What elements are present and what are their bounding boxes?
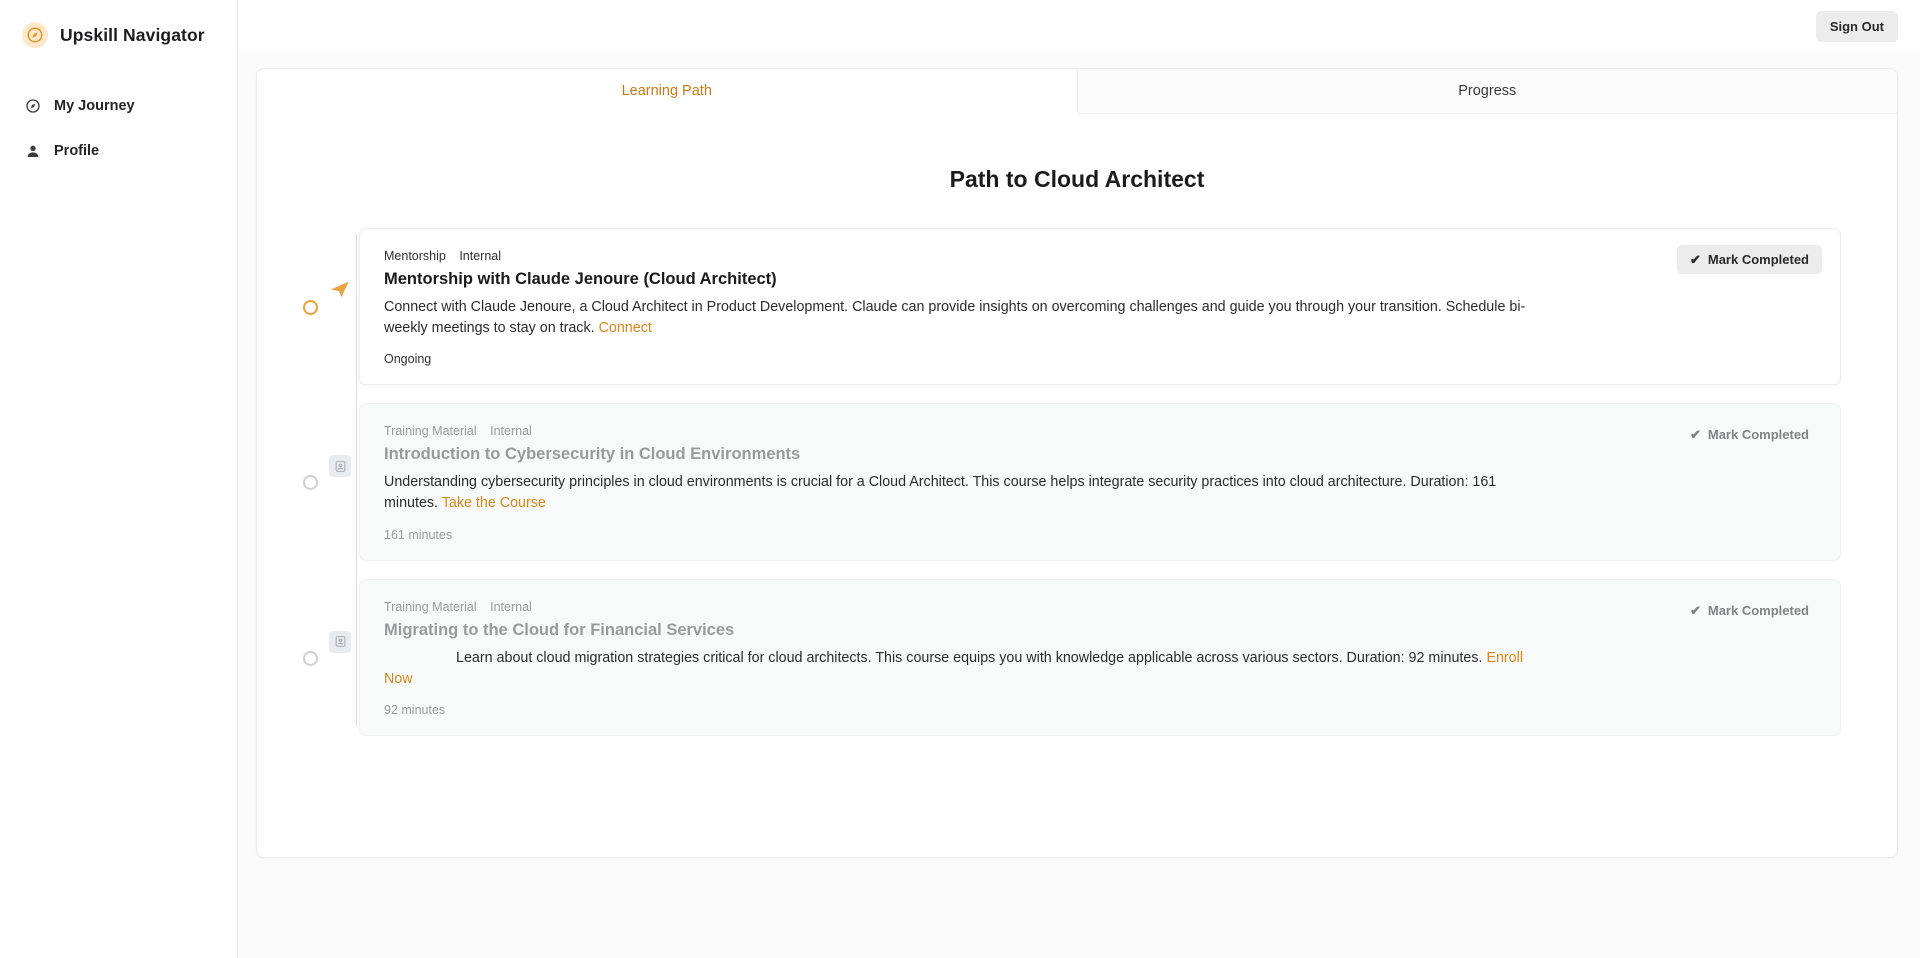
document-icon bbox=[327, 453, 353, 479]
item-source: Internal bbox=[490, 424, 532, 439]
item-meta bbox=[384, 600, 1816, 614]
item-meta bbox=[384, 249, 1816, 263]
item-footnote: 161 minutes bbox=[384, 527, 453, 542]
learning-panel bbox=[256, 68, 1898, 858]
sidebar-item-label: My Journey bbox=[54, 97, 135, 114]
item-action-link[interactable]: Take the Course bbox=[441, 495, 546, 512]
tab-bar bbox=[257, 69, 1897, 114]
mark-completed-label: Mark Completed bbox=[1707, 252, 1809, 267]
mark-completed-button[interactable] bbox=[1677, 420, 1822, 449]
item-title: Mentorship with Claude Jenoure (Cloud Architect) bbox=[384, 270, 777, 288]
item-source: Internal bbox=[459, 249, 502, 263]
learning-item-card bbox=[359, 228, 1841, 385]
user-icon bbox=[24, 142, 41, 159]
check-icon: ✔ bbox=[1689, 602, 1701, 618]
mark-completed-label: Mark Completed bbox=[1707, 602, 1809, 618]
item-description bbox=[384, 472, 1529, 513]
item-footnote: 92 minutes bbox=[384, 703, 446, 718]
main-content bbox=[238, 0, 1920, 958]
timeline bbox=[303, 228, 1841, 736]
item-description bbox=[384, 648, 1529, 689]
timeline-item bbox=[359, 403, 1841, 560]
sidebar-item-label: Profile bbox=[54, 142, 100, 159]
timeline-line bbox=[356, 234, 357, 726]
timeline-item bbox=[359, 579, 1841, 736]
check-icon: ✔ bbox=[1689, 427, 1701, 443]
sidebar-nav bbox=[0, 88, 237, 168]
timeline-dot[interactable] bbox=[303, 475, 318, 490]
topbar bbox=[238, 0, 1920, 52]
check-icon: ✔ bbox=[1689, 252, 1701, 267]
compass-icon bbox=[22, 22, 48, 48]
item-action-link[interactable]: Connect bbox=[598, 319, 652, 336]
brand-title: Upskill Navigator bbox=[60, 24, 205, 45]
tab-learning-path[interactable]: Learning Path bbox=[257, 69, 1078, 114]
mark-completed-button[interactable] bbox=[1677, 596, 1822, 625]
document-icon bbox=[327, 629, 353, 655]
item-type: Mentorship bbox=[384, 249, 446, 263]
page-title: Path to Cloud Architect bbox=[949, 166, 1205, 192]
timeline-dot-current[interactable] bbox=[303, 300, 318, 315]
item-footnote: Ongoing bbox=[384, 352, 432, 367]
item-type: Training Material bbox=[384, 424, 477, 439]
mark-completed-button[interactable] bbox=[1677, 245, 1822, 274]
brand bbox=[0, 0, 237, 66]
sidebar bbox=[0, 0, 238, 958]
item-description-text: Understanding cybersecurity principles in cloud environments is crucial for a Cloud Architect. This course helps integrate security practices into cloud architecture. Duration: 161 minutes. bbox=[384, 474, 1497, 512]
timeline-item bbox=[359, 228, 1841, 385]
tab-progress[interactable]: Progress bbox=[1078, 69, 1898, 113]
compass-icon bbox=[24, 97, 41, 114]
learning-item-card bbox=[359, 403, 1841, 560]
item-source: Internal bbox=[490, 599, 532, 614]
sign-out-button[interactable]: Sign Out bbox=[1816, 11, 1898, 42]
item-description bbox=[384, 297, 1529, 338]
item-title: Migrating to the Cloud for Financial Services bbox=[384, 620, 735, 639]
item-type: Training Material bbox=[384, 599, 477, 614]
item-action-link[interactable]: Enroll Now bbox=[384, 649, 1523, 687]
item-description-text: Connect with Claude Jenoure, a Cloud Architect in Product Development. Claude can provide insights on overcoming challenges and guide you through your transition. Schedule bi-weekly meetings to stay on track. bbox=[384, 299, 1526, 336]
learning-item-card bbox=[359, 579, 1841, 736]
mark-completed-label: Mark Completed bbox=[1707, 427, 1809, 443]
sidebar-item-my-journey[interactable] bbox=[14, 88, 223, 123]
paper-plane-icon bbox=[327, 278, 353, 304]
sidebar-item-profile[interactable] bbox=[14, 133, 223, 168]
item-meta bbox=[384, 424, 1816, 438]
timeline-dot[interactable] bbox=[303, 651, 318, 666]
item-title: Introduction to Cybersecurity in Cloud Environments bbox=[384, 445, 801, 464]
item-description-text: Learn about cloud migration strategies critical for cloud architects. This course equips you with knowledge applicable across various sectors. Duration: 92 minutes. bbox=[456, 649, 1483, 666]
